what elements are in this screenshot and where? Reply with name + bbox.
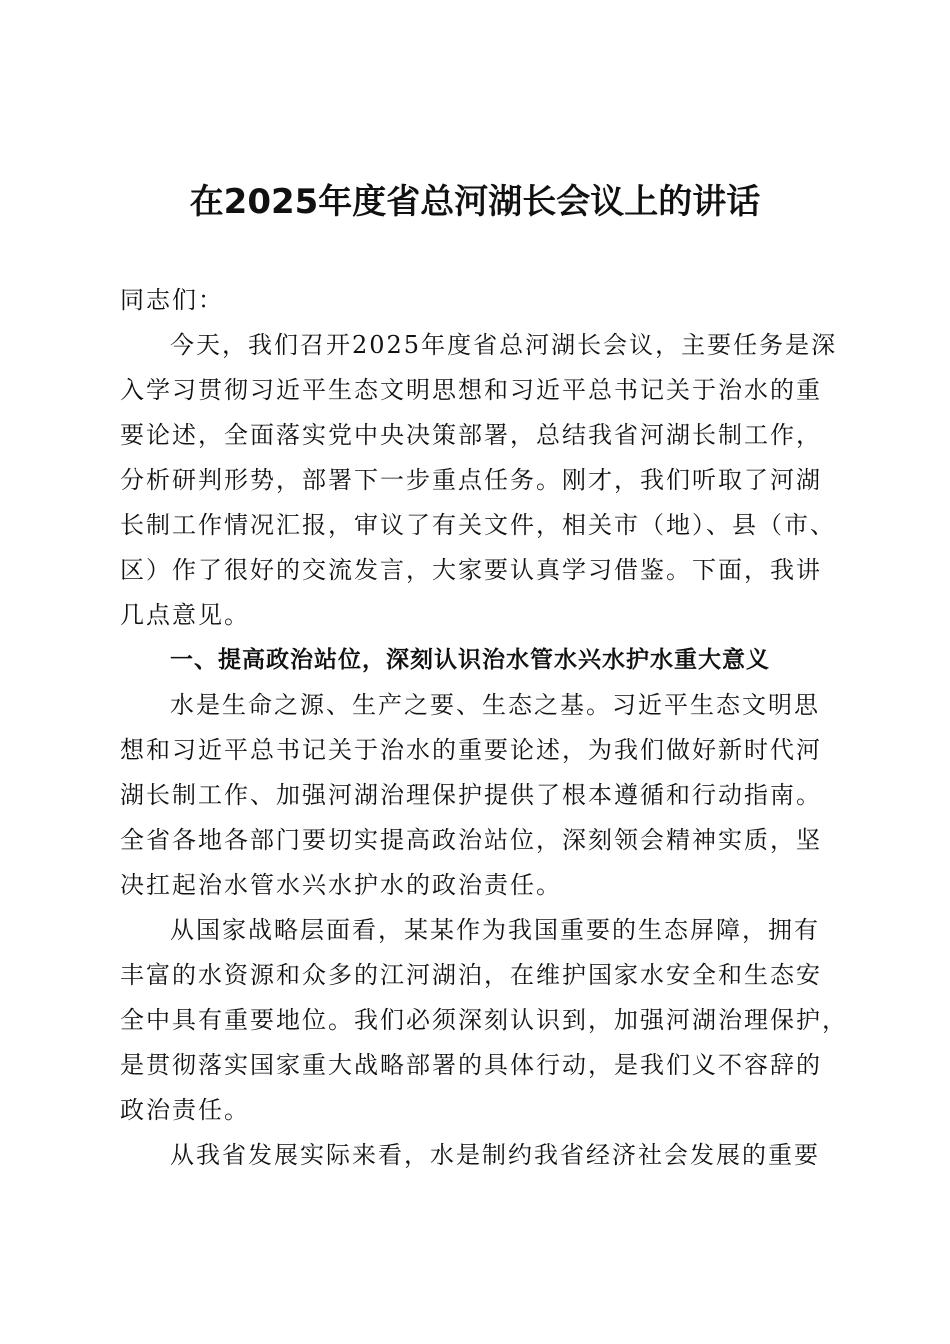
paragraph-line: 想和习近平总书记关于治水的重要论述，为我们做好新时代河: [120, 736, 822, 764]
document-body: [120, 278, 848, 1178]
paragraph-line: 长制工作情况汇报，审议了有关文件，相关市（地）、县（市、: [120, 511, 836, 539]
paragraph-line: 是贯彻落实国家重大战略部署的具体行动，是我们义不容辞的: [120, 1051, 822, 1079]
paragraph-line: 水是生命之源、生产之要、生态之基。习近平生态文明思: [170, 691, 820, 719]
paragraph-line: 政治责任。: [120, 1096, 250, 1124]
document-title: 在2025年度省总河湖长会议上的讲话: [189, 182, 761, 222]
paragraph-line: 要论述，全面落实党中央决策部署，总结我省河湖长制工作，: [120, 421, 822, 449]
paragraph-line: 全中具有重要地位。我们必须深刻认识到，加强河湖治理保护，: [120, 1006, 848, 1034]
paragraph-line: 从我省发展实际来看，水是制约我省经济社会发展的重要: [170, 1141, 820, 1169]
paragraph-line: 全省各地各部门要切实提高政治站位，深刻领会精神实质，坚: [120, 826, 822, 854]
salutation: 同志们：: [120, 286, 224, 314]
paragraph-line: 区）作了很好的交流发言，大家要认真学习借鉴。下面，我讲: [120, 556, 822, 584]
paragraph-line: 分析研判形势，部署下一步重点任务。刚才，我们听取了河湖: [120, 466, 822, 494]
paragraph-line: 湖长制工作、加强河湖治理保护提供了根本遵循和行动指南。: [120, 781, 822, 809]
paragraph-line: 丰富的水资源和众多的江河湖泊，在维护国家水安全和生态安: [120, 961, 822, 989]
paragraph-line: 决扛起治水管水兴水护水的政治责任。: [120, 871, 562, 899]
paragraph-line: 入学习贯彻习近平生态文明思想和习近平总书记关于治水的重: [120, 376, 822, 404]
paragraph-line: 从国家战略层面看，某某作为我国重要的生态屏障，拥有: [170, 916, 820, 944]
paragraph-line: 几点意见。: [120, 601, 250, 629]
paragraph-line: 今天，我们召开2025年度省总河湖长会议，主要任务是深: [170, 331, 838, 359]
section-heading: 一、提高政治站位，深刻认识治水管水兴水护水重大意义: [170, 647, 770, 673]
